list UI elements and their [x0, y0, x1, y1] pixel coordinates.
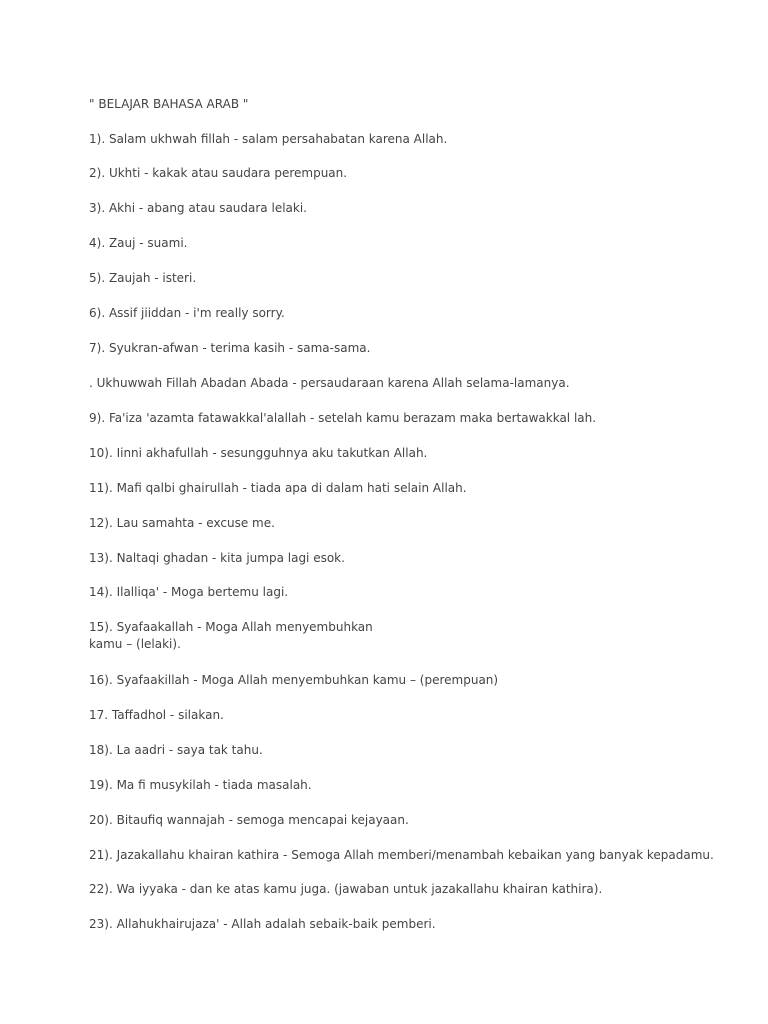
phrase-line: 15). Syafaakallah - Moga Allah menyembuhkan: [89, 620, 373, 634]
document-title: " BELAJAR BAHASA ARAB ": [89, 97, 249, 111]
phrase-line: 1). Salam ukhwah fillah - salam persahabatan karena Allah.: [89, 132, 448, 146]
phrase-line: 19). Ma fi musykilah - tiada masalah.: [89, 778, 312, 792]
phrase-line: 7). Syukran-afwan - terima kasih - sama-sama.: [89, 341, 371, 355]
phrase-line: 17. Taffadhol - silakan.: [89, 708, 224, 722]
phrase-line: 3). Akhi - abang atau saudara lelaki.: [89, 201, 307, 215]
phrase-line: 12). Lau samahta - excuse me.: [89, 516, 275, 530]
phrase-line: 9). Fa'iza 'azamta fatawakkal'alallah - setelah kamu berazam maka bertawakkal lah.: [89, 411, 597, 425]
phrase-line: 2). Ukhti - kakak atau saudara perempuan.: [89, 166, 348, 180]
phrase-line: 16). Syafaakillah - Moga Allah menyembuhkan kamu – (perempuan): [89, 673, 499, 687]
phrase-line: 13). Naltaqi ghadan - kita jumpa lagi esok.: [89, 551, 345, 565]
phrase-line: 18). La aadri - saya tak tahu.: [89, 743, 263, 757]
phrase-line: 21). Jazakallahu khairan kathira - Semoga Allah memberi/menambah kebaikan yang banyak kepadamu.: [89, 848, 714, 862]
phrase-line: 11). Mafi qalbi ghairullah - tiada apa di dalam hati selain Allah.: [89, 481, 467, 495]
phrase-line: 23). Allahukhairujaza' - Allah adalah sebaik-baik pemberi.: [89, 917, 436, 931]
phrase-line: 4). Zauj - suami.: [89, 236, 188, 250]
phrase-line: 10). Iinni akhafullah - sesungguhnya aku takutkan Allah.: [89, 446, 428, 460]
phrase-line: 5). Zaujah - isteri.: [89, 271, 197, 285]
phrase-line: . Ukhuwwah Fillah Abadan Abada - persaudaraan karena Allah selama-lamanya.: [89, 376, 570, 390]
phrase-line: 6). Assif jiiddan - i'm really sorry.: [89, 306, 285, 320]
phrase-line: 20). Bitaufiq wannajah - semoga mencapai kejayaan.: [89, 813, 409, 827]
phrase-line-continuation: kamu – (lelaki).: [89, 637, 181, 651]
phrase-line: 14). Ilalliqa' - Moga bertemu lagi.: [89, 585, 289, 599]
phrase-line: 22). Wa iyyaka - dan ke atas kamu juga. (jawaban untuk jazakallahu khairan kathira).: [89, 882, 603, 896]
